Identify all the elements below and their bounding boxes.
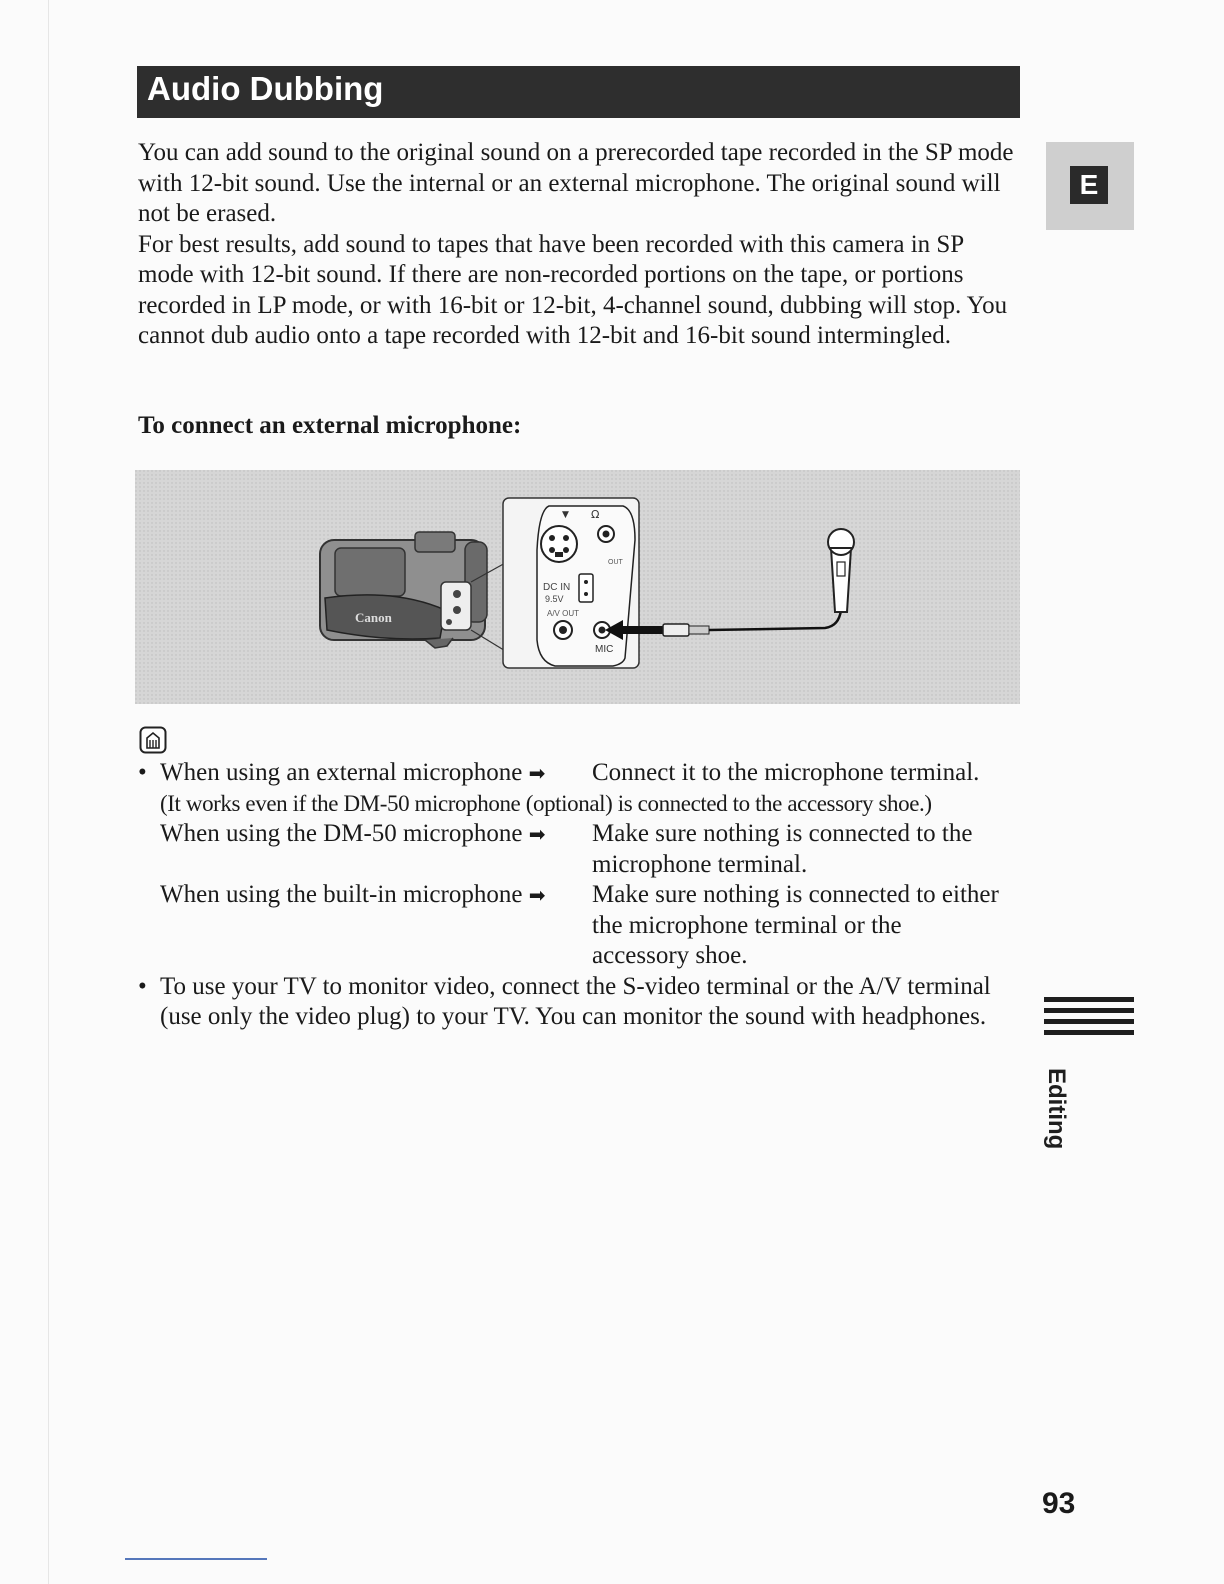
av-out-label: A/V OUT	[547, 609, 580, 618]
condition-builtin-mic: When using the built-in microphone	[160, 881, 523, 908]
connection-illustration	[135, 470, 1020, 704]
note-row-dm50	[138, 819, 1018, 880]
out-label: OUT	[608, 559, 623, 566]
result-dm50-mic: Make sure nothing is connected to the microphone terminal.	[592, 820, 973, 878]
notes-section	[138, 758, 1018, 1033]
language-tab	[1046, 142, 1134, 230]
note-parenthetical: (It works even if the DM-50 microphone (optional) is connected to the accessory shoe.)	[160, 790, 932, 816]
intro-paragraph-2: For best results, add sound to tapes that have been recorded with this camera in SP mode with 12-bit sound. If there are non-recorded portions on the tape, or portions recorded in LP mode, or with 16-bit or 12-bit, 4-channel sound, dubbing will stop. You cannot dub audio onto a tape recorded with 12-bit and 16-bit sound intermingled.	[138, 230, 1008, 349]
note-row-builtin	[138, 880, 1018, 972]
note-row-external	[138, 758, 1018, 789]
mic-label: MIC	[595, 644, 614, 655]
page-number: 93	[1042, 1487, 1076, 1520]
dc-in-label: DC IN	[543, 582, 571, 593]
condition-external-mic: When using an external microphone	[160, 759, 523, 786]
note-row-tv	[138, 972, 1018, 1033]
voltage-label: 9.5V	[545, 594, 564, 604]
camcorder	[320, 532, 487, 648]
arrow-icon: ➡	[528, 883, 546, 907]
result-external-mic: Connect it to the microphone terminal.	[592, 759, 980, 786]
arrow-icon: ➡	[528, 822, 546, 846]
result-builtin-mic: Make sure nothing is connected to either the microphone terminal or the accessory shoe.	[592, 881, 999, 969]
tv-monitor-note: To use your TV to monitor video, connect the S-video terminal or the A/V terminal (use only the video plug) to your TV. You can monitor the sound with headphones.	[160, 972, 991, 1030]
page-title: Audio Dubbing	[147, 70, 384, 107]
bullet: •	[138, 972, 147, 1000]
bullet: •	[138, 759, 147, 786]
camera-brand: Canon	[355, 610, 392, 625]
intro-text	[138, 138, 1018, 352]
section-label: Editing	[1043, 1068, 1070, 1150]
footer-rule	[125, 1558, 267, 1560]
intro-paragraph-1: You can add sound to the original sound on a prerecorded tape recorded in the SP mode with 12-bit sound. Use the internal or an external microphone. The original sound will not be erased.	[138, 139, 1014, 227]
note-icon	[139, 726, 167, 754]
section-stripes	[1044, 997, 1134, 1041]
subheading: To connect an external microphone:	[138, 412, 522, 439]
page-edge	[48, 0, 49, 1584]
svg-text:Ω: Ω	[591, 508, 600, 521]
language-tab-letter: E	[1070, 166, 1108, 204]
terminal-panel	[503, 498, 639, 668]
section-title-bar	[137, 66, 1020, 118]
condition-dm50-mic: When using the DM-50 microphone	[160, 820, 523, 847]
svg-text:▼: ▼	[562, 510, 569, 520]
arrow-icon: ➡	[528, 761, 546, 785]
connection-diagram	[135, 470, 1020, 704]
